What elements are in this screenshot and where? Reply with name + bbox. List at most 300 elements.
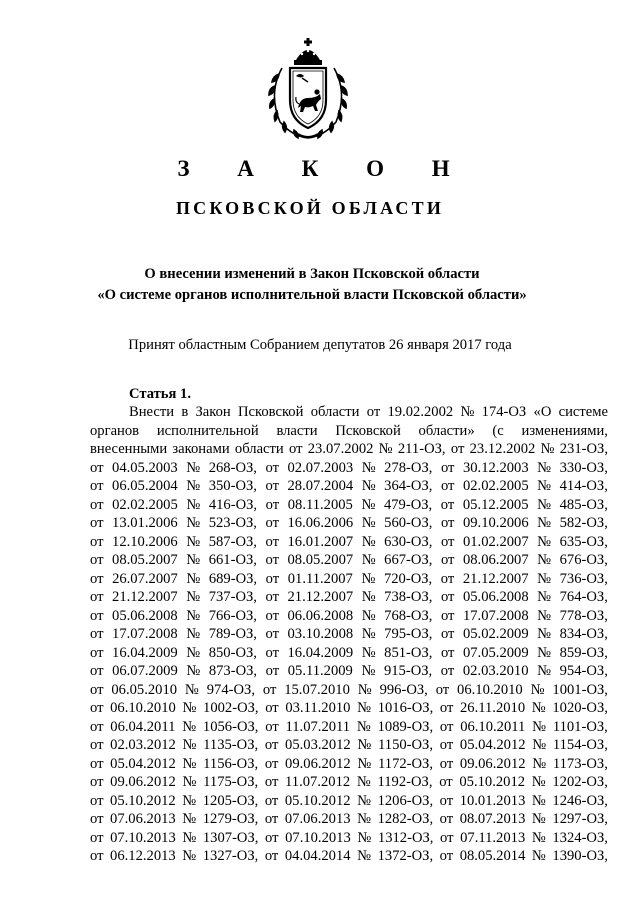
article-word: 676-ОЗ,: [559, 552, 608, 568]
article-word: 03.10.2008: [287, 626, 354, 642]
article-word: №: [186, 459, 201, 476]
article-word: 560-ОЗ,: [384, 515, 433, 531]
article-word: 1205-ОЗ,: [202, 792, 259, 809]
article-word: 1372-ОЗ,: [377, 848, 434, 864]
article-line: [90, 422, 608, 441]
article-word: от: [440, 626, 455, 642]
article-word: 08.05.2007: [287, 552, 354, 568]
article-word: 587-ОЗ,: [208, 533, 257, 550]
article-word: 15.07.2010: [284, 681, 350, 698]
article-word: №: [361, 570, 376, 587]
article-word: 350-ОЗ,: [208, 478, 257, 494]
article-word: 06.04.2011: [110, 718, 176, 735]
article-word: №: [186, 607, 201, 624]
article-word: 850-ОЗ,: [208, 644, 257, 661]
article-word: от: [440, 459, 455, 476]
article-word: 485-ОЗ,: [559, 496, 608, 513]
shield-icon: [290, 68, 326, 128]
article-word: 05.11.2009: [287, 663, 353, 679]
article-word: №: [537, 515, 552, 531]
article-word: 28.07.2004: [287, 478, 354, 494]
article-word: №: [357, 829, 372, 846]
article-word: 268-ОЗ,: [208, 459, 257, 476]
article-word: 738-ОЗ,: [384, 589, 433, 605]
article-word: №: [182, 700, 197, 716]
article-word: от: [265, 718, 279, 735]
article-word: 1089-ОЗ,: [377, 718, 434, 735]
article-word: 07.05.2009: [462, 644, 529, 661]
article-word: области: [234, 441, 284, 457]
article-word: 05.04.2012: [110, 755, 176, 772]
article-word: 04.05.2003: [112, 459, 178, 476]
article-word: №: [537, 644, 552, 661]
article-line: [90, 403, 608, 422]
article-word: №: [361, 607, 376, 624]
article-word: области: [310, 404, 360, 420]
article-word: области»: [418, 422, 475, 439]
article-word: №: [186, 626, 201, 642]
article-word: №: [537, 570, 552, 587]
article-word: 07.10.2013: [285, 829, 351, 846]
article-word: от: [440, 515, 455, 531]
article-word: от: [90, 718, 104, 735]
article-word: 05.06.2008: [112, 607, 178, 624]
article-word: Внести: [129, 404, 175, 420]
article-word: 06.06.2008: [287, 607, 354, 624]
article-word: 06.07.2009: [112, 663, 178, 679]
article-word: 02.07.2003: [287, 459, 354, 476]
article-word: 1202-ОЗ,: [552, 774, 608, 790]
article-word: 1101-ОЗ,: [552, 718, 608, 735]
article-word: 08.05.2007: [112, 552, 178, 568]
article-word: №: [186, 663, 201, 679]
article-word: 30.12.2003: [462, 459, 529, 476]
article-word: №: [361, 515, 376, 531]
article-word: от: [440, 829, 454, 846]
article-word: от: [90, 663, 104, 679]
article-word: органов: [90, 422, 140, 439]
article-word: изменениями,: [521, 422, 608, 439]
article-word: 01.02.2007: [462, 533, 529, 550]
article-word: от: [90, 737, 104, 753]
article-word: законами: [172, 441, 230, 457]
article-word: от: [90, 496, 104, 513]
article-word: от: [264, 737, 279, 753]
article-word: в: [181, 404, 189, 420]
article-word: 996-ОЗ,: [379, 681, 428, 698]
article-word: внесенными: [90, 441, 168, 457]
article-word: от: [90, 533, 104, 550]
article-word: 689-ОЗ,: [208, 570, 258, 587]
article-word: от: [262, 681, 277, 698]
article-word: №: [186, 515, 201, 531]
article-word: от: [90, 515, 104, 531]
article-word: 768-ОЗ,: [384, 607, 433, 624]
article-line: [90, 459, 608, 478]
article-word: №: [182, 755, 197, 772]
article-word: 21.12.2007: [112, 589, 178, 605]
article-word: №: [531, 774, 546, 790]
article-word: 06.10.2010: [457, 681, 523, 698]
article-word: №: [361, 478, 376, 494]
article-word: от: [90, 811, 104, 827]
article-word: №: [182, 774, 197, 790]
article-word: исполнительной: [156, 422, 259, 439]
article-word: от: [440, 552, 455, 568]
article-word: 873-ОЗ,: [208, 663, 258, 679]
article-line: [90, 847, 608, 866]
article-word: от: [439, 792, 454, 809]
article-word: от: [90, 552, 104, 568]
article-word: №: [182, 718, 197, 735]
article-word: 720-ОЗ,: [383, 570, 433, 587]
article-word: №: [361, 644, 376, 661]
article-word: от: [439, 811, 454, 827]
article-word: №: [361, 496, 376, 513]
article-word: №: [537, 552, 552, 568]
article-word: №: [361, 663, 376, 679]
article-word: 05.10.2012: [110, 792, 176, 809]
article-word: от: [90, 626, 104, 642]
article-word: 1297-ОЗ,: [552, 811, 608, 827]
article-word: №: [537, 607, 552, 624]
article-word: 04.04.2014: [284, 848, 351, 864]
article-word: 05.10.2012: [459, 774, 526, 790]
article-word: №: [356, 774, 371, 790]
article-word: 330-ОЗ,: [559, 459, 608, 476]
article-word: №: [532, 718, 547, 735]
article-word: 07.06.2013: [110, 811, 176, 827]
article-word: 06.12.2013: [110, 848, 176, 864]
article-word: 1175-ОЗ,: [203, 774, 259, 790]
article-word: 1056-ОЗ,: [202, 718, 259, 735]
article-word: от: [90, 570, 104, 587]
article-word: от: [90, 774, 104, 790]
article-word: 834-ОЗ,: [559, 626, 608, 642]
article-word: от: [435, 681, 450, 698]
article-word: №: [357, 811, 372, 827]
article-word: 1150-ОЗ,: [378, 737, 434, 753]
article-word: 07.06.2013: [284, 811, 351, 827]
article-word: 231-ОЗ,: [559, 441, 608, 457]
law-subject: [0, 264, 624, 306]
article-word: 416-ОЗ,: [208, 496, 258, 513]
article-word: от: [265, 644, 279, 661]
article-word: 1016-ОЗ,: [377, 700, 434, 716]
article-word: от: [265, 478, 279, 494]
article-word: 09.06.2012: [459, 755, 526, 772]
article-word: 1172-ОЗ,: [378, 755, 434, 772]
article-word: №: [537, 496, 552, 513]
article-word: 1246-ОЗ,: [552, 792, 608, 809]
article-word: (с: [492, 422, 504, 439]
article-word: №: [357, 755, 372, 772]
article-word: от: [366, 404, 381, 420]
article-word: от: [440, 644, 455, 661]
article-word: 1327-ОЗ,: [202, 848, 259, 864]
article-word: Псковской: [238, 404, 304, 420]
article-word: 02.02.2005: [112, 496, 178, 513]
article-word: №: [182, 848, 197, 864]
article-word: 1156-ОЗ,: [203, 755, 259, 772]
article-word: №: [357, 737, 372, 753]
article-word: №: [184, 681, 199, 698]
article-line: [90, 496, 608, 515]
article-word: 05.12.2005: [462, 496, 529, 513]
article-word: 582-ОЗ,: [559, 515, 608, 531]
article-body: [90, 403, 608, 866]
article-word: 737-ОЗ,: [208, 589, 257, 605]
article-word: 278-ОЗ,: [384, 459, 433, 476]
article-word: №: [186, 533, 201, 550]
article-word: №: [532, 737, 547, 753]
article-word: от: [90, 829, 104, 846]
article-word: 08.05.2014: [459, 848, 526, 864]
article-word: 211-ОЗ,: [397, 441, 446, 457]
article-word: власти: [276, 422, 318, 439]
article-word: №: [537, 478, 552, 494]
article-line: [90, 718, 608, 737]
article-word: 06.05.2010: [111, 681, 178, 698]
article-word: Псковской: [335, 422, 401, 439]
article-word: от: [265, 459, 279, 476]
article-word: №: [537, 459, 552, 476]
article-word: от: [90, 755, 104, 772]
article-word: от: [440, 478, 455, 494]
article-word: 23.12.2002: [469, 441, 536, 457]
article-line: [90, 625, 608, 644]
article-word: 08.07.2013: [459, 811, 526, 827]
article-word: от: [265, 496, 280, 513]
article-word: 1206-ОЗ,: [377, 792, 434, 809]
article-word: 26.07.2007: [112, 570, 178, 587]
article-word: 05.04.2012: [459, 737, 526, 753]
article-word: 479-ОЗ,: [383, 496, 433, 513]
article-word: 667-ОЗ,: [384, 552, 433, 568]
article-word: 21.12.2007: [287, 589, 354, 605]
article-word: №: [531, 848, 546, 864]
article-word: 16.04.2009: [112, 644, 178, 661]
article-word: 789-ОЗ,: [208, 626, 257, 642]
article-word: 16.01.2007: [287, 533, 354, 550]
article-word: 09.10.2006: [462, 515, 529, 531]
article-word: №: [537, 589, 552, 605]
article-word: 17.07.2008: [112, 626, 178, 642]
law-subject-line-2: «О системе органов исполнительной власти Псковской области»: [97, 287, 527, 303]
article-word: от: [440, 496, 455, 513]
article-word: №: [361, 589, 376, 605]
article-word: 174-ОЗ: [481, 404, 527, 420]
article-word: от: [265, 515, 279, 531]
article-word: 02.03.2010: [462, 663, 529, 679]
article-word: 02.02.2005: [462, 478, 529, 494]
crown-icon: [294, 38, 322, 65]
article-word: от: [265, 829, 279, 846]
article-line: [90, 773, 608, 792]
article-word: 09.06.2012: [285, 755, 351, 772]
article-word: от: [264, 755, 279, 772]
article-word: 1173-ОЗ,: [552, 755, 608, 772]
article-word: 07.10.2013: [110, 829, 176, 846]
article-line: [90, 570, 608, 589]
article-word: 05.03.2012: [285, 737, 351, 753]
article-word: от: [90, 700, 104, 716]
article-line: [90, 829, 608, 848]
article-word: от: [265, 589, 279, 605]
article-word: №: [357, 848, 372, 864]
article-word: от: [90, 589, 104, 605]
article-word: №: [186, 478, 201, 494]
article-word: 06.10.2011: [460, 718, 526, 735]
article-word: «О: [533, 404, 552, 420]
article-word: 1390-ОЗ,: [552, 848, 608, 864]
article-word: 16.06.2006: [287, 515, 354, 531]
article-word: 08.11.2005: [287, 496, 353, 513]
article-word: 03.11.2010: [285, 700, 351, 716]
article-word: №: [531, 811, 546, 827]
article-word: 12.10.2006: [112, 533, 178, 550]
article-word: от: [90, 644, 104, 661]
article-word: 05.06.2008: [462, 589, 529, 605]
article-word: от: [440, 589, 455, 605]
article-word: №: [532, 755, 547, 772]
article-line: [90, 755, 608, 774]
article-word: 661-ОЗ,: [208, 552, 257, 568]
article-word: 05.10.2012: [284, 792, 351, 809]
article-word: №: [357, 700, 372, 716]
article-word: от: [439, 755, 454, 772]
document-title: З А К О Н: [177, 156, 471, 181]
article-word: №: [537, 626, 552, 642]
article-word: от: [90, 459, 104, 476]
article-word: №: [531, 829, 546, 846]
article-line: [90, 588, 608, 607]
article-line: [90, 607, 608, 626]
article-word: 07.11.2013: [460, 829, 526, 846]
article-word: 09.06.2012: [110, 774, 176, 790]
article-word: 1002-ОЗ,: [203, 700, 259, 716]
article-word: №: [186, 552, 201, 568]
article-word: 05.02.2009: [462, 626, 529, 642]
article-word: 1192-ОЗ,: [377, 774, 433, 790]
article-word: 974-ОЗ,: [206, 681, 255, 698]
article-word: 21.12.2007: [462, 570, 529, 587]
article-word: 11.07.2012: [285, 774, 351, 790]
article-word: 19.02.2002: [387, 404, 454, 420]
article-line: [90, 533, 608, 552]
document-region: ПСКОВСКОЙ ОБЛАСТИ: [175, 198, 445, 218]
article-word: 1135-ОЗ,: [203, 737, 259, 753]
article-word: №: [361, 552, 376, 568]
article-word: 1279-ОЗ,: [202, 811, 259, 827]
article-word: №: [531, 792, 546, 809]
article-word: от: [440, 663, 455, 679]
article-word: 778-ОЗ,: [559, 607, 608, 624]
article-line: [90, 662, 608, 681]
article-word: от: [440, 607, 455, 624]
article-word: от: [265, 533, 279, 550]
article-word: от: [265, 607, 279, 624]
article-word: 954-ОЗ,: [559, 663, 608, 679]
article-word: №: [357, 681, 372, 698]
article-word: от: [265, 626, 279, 642]
article-word: от: [439, 718, 454, 735]
article-word: от: [264, 792, 279, 809]
article-word: 1154-ОЗ,: [552, 737, 608, 753]
article-word: №: [361, 459, 376, 476]
article-word: 17.07.2008: [462, 607, 529, 624]
article-line: [90, 792, 608, 811]
article-word: 1312-ОЗ,: [377, 829, 434, 846]
article-word: от: [90, 792, 104, 809]
article-line: [90, 514, 608, 533]
article-word: 915-ОЗ,: [383, 663, 433, 679]
article-word: от: [440, 570, 455, 587]
article-word: 06.10.2010: [110, 700, 176, 716]
article-word: №: [361, 626, 376, 642]
article-line: [90, 810, 608, 829]
article-word: №: [537, 533, 552, 550]
article-word: №: [357, 792, 372, 809]
law-subject-line-1: О внесении изменений в Закон Псковской области: [144, 266, 480, 282]
article-word: от: [439, 774, 453, 790]
article-word: 26.11.2010: [460, 700, 526, 716]
article-word: 08.06.2007: [462, 552, 529, 568]
article-word: №: [378, 441, 393, 457]
article-line: [90, 477, 608, 496]
article-word: №: [361, 533, 376, 550]
ribbon-icon: [298, 134, 318, 137]
article-word: Закон: [195, 404, 231, 420]
coat-of-arms-icon: [262, 38, 354, 140]
article-line: [90, 644, 608, 663]
article-line: [90, 440, 608, 459]
article-word: 764-ОЗ,: [559, 589, 608, 605]
article-word: 23.07.2002: [307, 441, 374, 457]
article-word: от: [264, 848, 279, 864]
article-word: 1282-ОЗ,: [377, 811, 434, 827]
article-word: 10.01.2013: [459, 792, 526, 809]
article-word: 635-ОЗ,: [559, 533, 608, 550]
article-word: №: [182, 811, 197, 827]
article-word: №: [531, 700, 546, 716]
article-word: от: [90, 478, 104, 494]
article-word: от: [265, 700, 279, 716]
article-word: №: [540, 441, 555, 457]
article-word: 13.01.2006: [112, 515, 178, 531]
article-word: от: [439, 737, 454, 753]
article-word: 766-ОЗ,: [208, 607, 257, 624]
article-word: 364-ОЗ,: [384, 478, 433, 494]
article-word: 736-ОЗ,: [559, 570, 608, 587]
article-word: 859-ОЗ,: [559, 644, 608, 661]
article-word: №: [186, 644, 201, 661]
article-word: 1020-ОЗ,: [552, 700, 608, 716]
article-line: [90, 699, 608, 718]
adoption-note: Принят областным Собранием депутатов 26 января 2017 года: [128, 337, 512, 353]
article-heading: Статья 1.: [129, 386, 191, 402]
article-word: 1001-ОЗ,: [552, 681, 608, 698]
article-word: от: [439, 848, 454, 864]
article-word: №: [182, 792, 197, 809]
article-word: от: [439, 700, 454, 716]
article-word: №: [356, 718, 371, 735]
article-word: 414-ОЗ,: [559, 478, 608, 494]
article-word: от: [90, 607, 104, 624]
article-word: 02.03.2012: [110, 737, 176, 753]
article-word: от: [265, 663, 280, 679]
article-word: от: [264, 811, 279, 827]
